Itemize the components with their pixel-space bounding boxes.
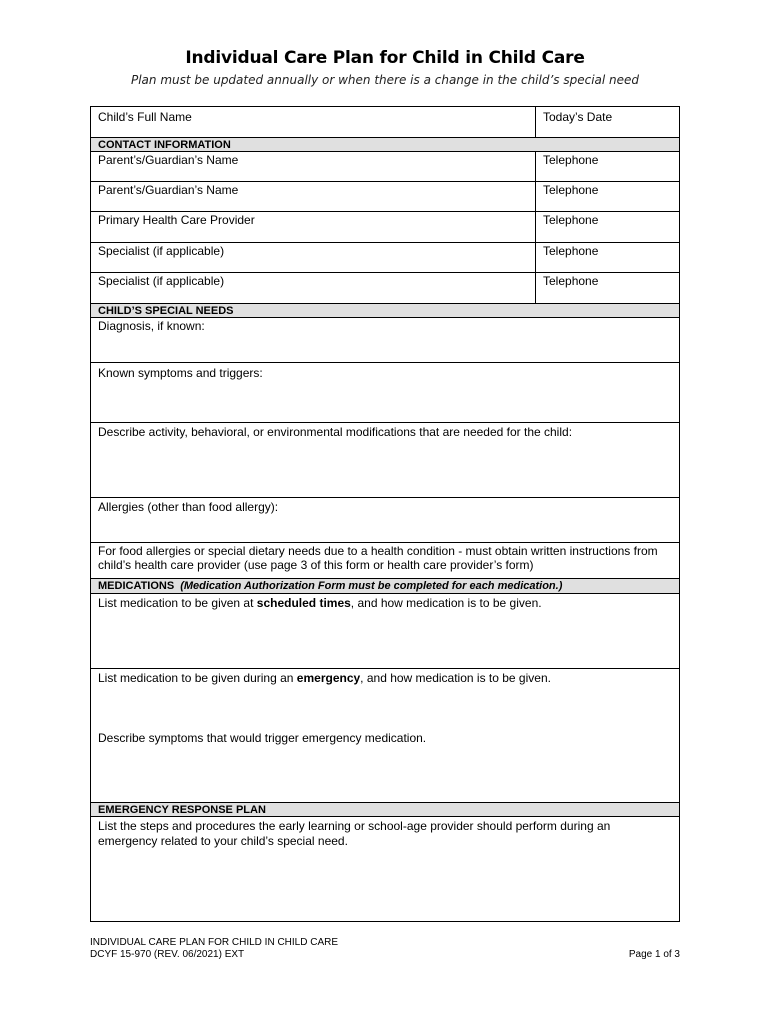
symptoms-row [91,363,679,423]
medications-authorization-note: (Medication Authorization Form must be completed for each medication.) [180,580,563,592]
child-name-row [91,107,679,138]
modifications-row [91,423,679,498]
emergency-response-title: EMERGENCY RESPONSE PLAN [98,804,266,816]
child-full-name-field[interactable] [91,107,536,137]
emergency-steps-field[interactable] [91,817,679,921]
scheduled-medication-field[interactable] [91,594,679,668]
specialist-label: Specialist (if applicable) [98,244,225,258]
special-needs-title: CHILD’S SPECIAL NEEDS [98,305,234,317]
allergies-row [91,498,679,543]
diagnosis-label: Diagnosis, if known: [98,319,205,333]
scheduled-times-emphasis: scheduled times [256,596,351,610]
special-needs-header [91,304,679,318]
telephone-label: Telephone [543,274,599,288]
contact-information-title: CONTACT INFORMATION [98,139,231,151]
specialist-telephone-field-1[interactable] [536,243,679,272]
specialist-label: Specialist (if applicable) [98,274,225,288]
contact-row [91,243,679,273]
modifications-label: Describe activity, behavioral, or environmental modifications that are needed for the child: [98,425,573,439]
footer-form-info [90,937,338,961]
parent-guardian-name-field-1[interactable] [91,152,536,181]
child-full-name-label: Child’s Full Name [98,110,192,124]
emergency-medication-row [91,669,679,803]
emergency-steps-row [91,817,679,921]
contact-row [91,212,679,243]
specialist-telephone-field-2[interactable] [536,273,679,303]
scheduled-medication-text-start: List medication to be given at [98,596,257,610]
parent-guardian-name-field-2[interactable] [91,182,536,211]
allergies-field[interactable] [91,498,679,542]
telephone-label: Telephone [543,153,599,167]
emergency-medication-text-end: , and how medication is to be given. [360,671,551,685]
scheduled-medication-row [91,594,679,669]
contact-row [91,152,679,182]
emergency-response-header [91,803,679,817]
contact-information-header [91,138,679,152]
diagnosis-field[interactable] [91,318,679,362]
todays-date-label: Today’s Date [543,110,613,124]
telephone-label: Telephone [543,183,599,197]
emergency-emphasis: emergency [296,671,361,685]
allergies-label: Allergies (other than food allergy): [98,500,279,514]
trigger-symptoms-label: Describe symptoms that would trigger emergency medication. [98,731,427,745]
page-subtitle: Plan must be updated annually or when there is a change in the child’s special need [130,73,640,87]
food-allergies-row [91,543,679,579]
page-title: Individual Care Plan for Child in Child Care [185,48,585,68]
primary-provider-telephone-field[interactable] [536,212,679,242]
specialist-field-1[interactable] [91,243,536,272]
scheduled-medication-text-end: , and how medication is to be given. [350,596,542,610]
scheduled-medication-label [98,596,672,611]
care-plan-form [90,106,680,922]
primary-health-care-provider-field[interactable] [91,212,536,242]
emergency-medication-text-start: List medication to be given during an [98,671,297,685]
footer-form-number: DCYF 15-970 (REV. 06/2021) EXT [90,949,245,960]
parent-guardian-telephone-field-1[interactable] [536,152,679,181]
diagnosis-row [91,318,679,363]
footer-page-number: Page 1 of 3 [628,949,680,960]
emergency-medication-label [98,671,672,686]
footer-form-name: INDIVIDUAL CARE PLAN FOR CHILD IN CHILD CARE [90,937,339,948]
primary-health-care-provider-label: Primary Health Care Provider [98,213,255,227]
telephone-label: Telephone [543,213,599,227]
parent-guardian-telephone-field-2[interactable] [536,182,679,211]
contact-row [91,182,679,212]
medications-title: MEDICATIONS [98,580,175,592]
medications-header-text [98,579,562,594]
symptoms-triggers-field[interactable] [91,363,679,422]
parent-guardian-name-label: Parent’s/Guardian’s Name [98,153,239,167]
modifications-field[interactable] [91,423,679,497]
emergency-steps-label: List the steps and procedures the early learning or school-age provider should perform during an emergency related to your child’s special need. [98,819,611,848]
medications-header [91,579,679,594]
specialist-field-2[interactable] [91,273,536,303]
food-allergies-field[interactable] [91,543,679,578]
food-allergies-label: For food allergies or special dietary needs due to a health condition - must obtain written instructions from child’s health care provider (use page 3 of this form or health care provider’s form) [98,544,658,572]
parent-guardian-name-label: Parent’s/Guardian’s Name [98,183,239,197]
emergency-medication-field[interactable] [91,669,679,802]
symptoms-triggers-label: Known symptoms and triggers: [98,366,263,380]
contact-row [91,273,679,304]
telephone-label: Telephone [543,244,599,258]
todays-date-field[interactable] [536,107,679,137]
